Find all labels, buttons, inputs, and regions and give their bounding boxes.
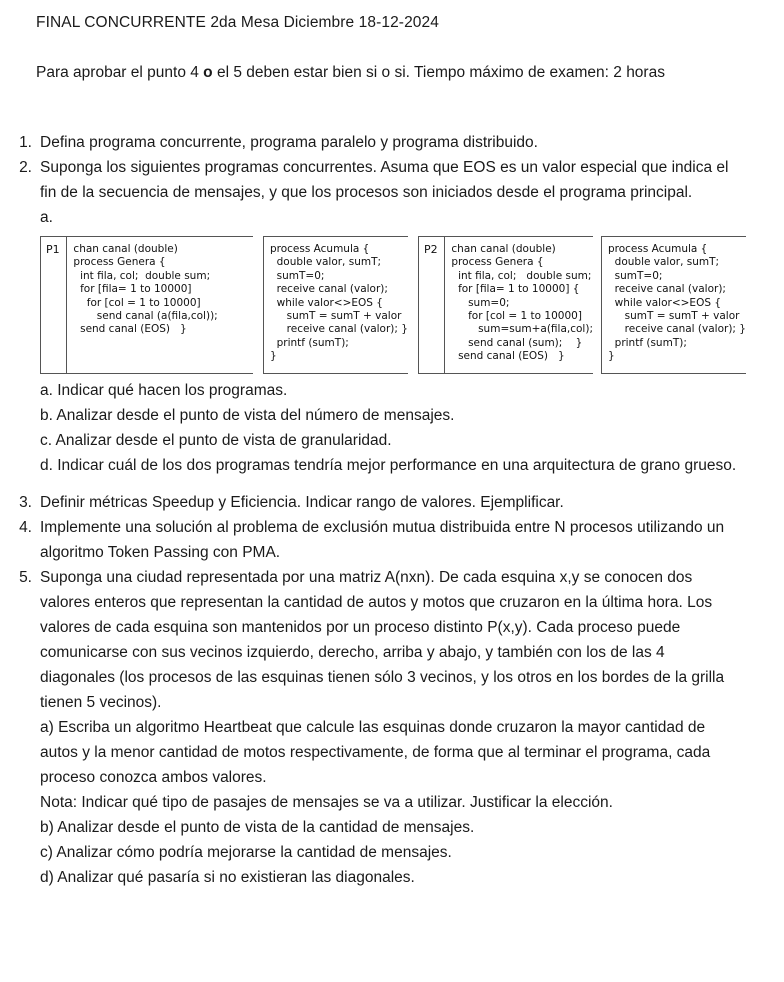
code-line: for [fila= 1 to 10000] { — [451, 283, 580, 296]
item-body — [40, 155, 754, 490]
code-line: send canal (a(fila,col)); — [73, 310, 218, 323]
item-subpoint: a) Escriba un algoritmo Heartbeat que calcule las esquinas donde cruzaron la mayor cantidad de autos y la menor cantidad de motos respectivamente, de forma que al terminar el programa, cada proceso conozca ambos valores. — [40, 719, 711, 786]
item-number: 5. — [19, 569, 32, 586]
page-title: FINAL CONCURRENTE 2da Mesa Diciembre 18-12-2024 — [36, 14, 439, 31]
item-body: Defina programa concurrente, programa paralelo y programa distribuido. — [40, 134, 538, 151]
program-code-figure — [40, 236, 746, 374]
item-text: Suponga los siguientes programas concurrentes. Asuma que EOS es un valor especial que indica el fin de la secuencia de mensajes, y que los procesos son iniciados desde el programa principal. — [40, 159, 729, 201]
item-body: Definir métricas Speedup y Eficiencia. Indicar rango de valores. Ejemplificar. — [40, 494, 564, 511]
item-subpoint: b. Analizar desde el punto de vista del número de mensajes. — [40, 407, 455, 424]
intro-paragraph — [36, 60, 736, 85]
code-line: } — [607, 350, 615, 363]
question-list — [10, 130, 750, 890]
code-line: printf (sumT); — [607, 336, 687, 349]
item-subpoint: a. Indicar qué hacen los programas. — [40, 382, 288, 399]
program-p1-genera-code — [66, 236, 253, 374]
code-line: while valor<>EOS { — [607, 296, 722, 309]
list-item — [10, 155, 750, 490]
program-p2-label-column — [418, 236, 444, 374]
spacer — [40, 478, 746, 490]
program-p2-genera-code — [444, 236, 593, 374]
code-line: sumT = sumT + valor — [269, 310, 402, 323]
program-p1-label-column — [40, 236, 66, 374]
p1-label: P1 — [46, 243, 60, 256]
item-number: 3. — [19, 494, 32, 511]
code-line: send canal (EOS) } — [73, 323, 187, 336]
code-line: sumT=0; — [269, 269, 325, 282]
code-line: process Genera { — [73, 256, 166, 269]
code-line: double valor, sumT; — [269, 256, 382, 269]
code-line: process Genera { — [451, 256, 544, 269]
code-line: int fila, col; double sum; — [451, 269, 592, 282]
code-line: sumT=0; — [607, 269, 663, 282]
code-line: sum=0; — [451, 296, 510, 309]
item-subpoint: d. Indicar cuál de los dos programas tendría mejor performance en una arquitectura de grano grueso. — [40, 457, 737, 474]
code-line: } — [269, 350, 277, 363]
code-line: receive canal (valor); — [607, 283, 726, 296]
code-line: process Acumula { — [269, 243, 370, 255]
intro-text-part1: Para aprobar el punto 4 — [36, 64, 204, 81]
item-body: Implemente una solución al problema de exclusión mutua distribuida entre N procesos utilizando un algoritmo Token Passing con PMA. — [40, 519, 725, 561]
item-subpoint: c) Analizar cómo podría mejorarse la cantidad de mensajes. — [40, 844, 452, 861]
code-line: sum=sum+a(fila,col); — [451, 323, 593, 336]
code-line: receive canal (valor); } — [607, 323, 746, 336]
code-line: send canal (sum); } — [451, 336, 583, 349]
code-line: while valor<>EOS { — [269, 296, 383, 309]
item-subpoint: d) Analizar qué pasaría si no existieran las diagonales. — [40, 869, 415, 886]
code-columns — [40, 236, 746, 374]
item-subpoint: b) Analizar desde el punto de vista de la cantidad de mensajes. — [40, 819, 475, 836]
item-body — [40, 565, 750, 890]
item-sub-marker: a. — [40, 209, 53, 226]
list-item — [10, 565, 750, 890]
code-line: for [fila= 1 to 10000] — [73, 283, 192, 296]
code-line: for [col = 1 to 10000] — [73, 296, 201, 309]
item-number: 1. — [19, 134, 32, 151]
code-line: int fila, col; double sum; — [73, 269, 211, 282]
list-item — [10, 515, 750, 565]
code-line: send canal (EOS) } — [451, 350, 565, 363]
list-item — [10, 130, 750, 155]
item-text: Suponga una ciudad representada por una matriz A(nxn). De cada esquina x,y se conocen dos valores enteros que representan la cantidad de autos y motos que cruzaron en la última hora. Los valores de cada esquina son mantenidos por un proceso distinto P(x,y). Cada proceso puede comunicarse con sus vecinos izquierdo, derecho, arriba y abajo, y también con los de las 4 diagonales (los procesos de las esquinas tienen sólo 3 vecinos, y los otros en los bordes de la grilla tienen 5 vecinos). — [40, 569, 725, 711]
code-line: printf (sumT); — [269, 336, 349, 349]
item-number: 4. — [19, 519, 32, 536]
code-line: double valor, sumT; — [607, 256, 720, 269]
code-line: chan canal (double) — [73, 243, 178, 255]
code-line: receive canal (valor); } — [269, 323, 408, 336]
item-subpoint: c. Analizar desde el punto de vista de granularidad. — [40, 432, 392, 449]
code-line: chan canal (double) — [451, 243, 556, 255]
intro-text-emphasis: o — [203, 64, 213, 81]
intro-text-part2: el 5 deben estar bien si o si. Tiempo máximo de examen: 2 horas — [212, 64, 665, 81]
code-line: for [col = 1 to 10000] — [451, 310, 582, 323]
list-item — [10, 490, 750, 515]
code-line: sumT = sumT + valor — [607, 310, 740, 323]
item-number: 2. — [19, 159, 32, 176]
code-line: receive canal (valor); — [269, 283, 388, 296]
program-p2-acumula-code — [601, 236, 746, 374]
item-note: Nota: Indicar qué tipo de pasajes de mensajes se va a utilizar. Justificar la elección. — [40, 794, 613, 811]
p2-label: P2 — [423, 243, 438, 256]
program-p1-acumula-code — [263, 236, 408, 374]
code-line: process Acumula { — [607, 243, 708, 255]
